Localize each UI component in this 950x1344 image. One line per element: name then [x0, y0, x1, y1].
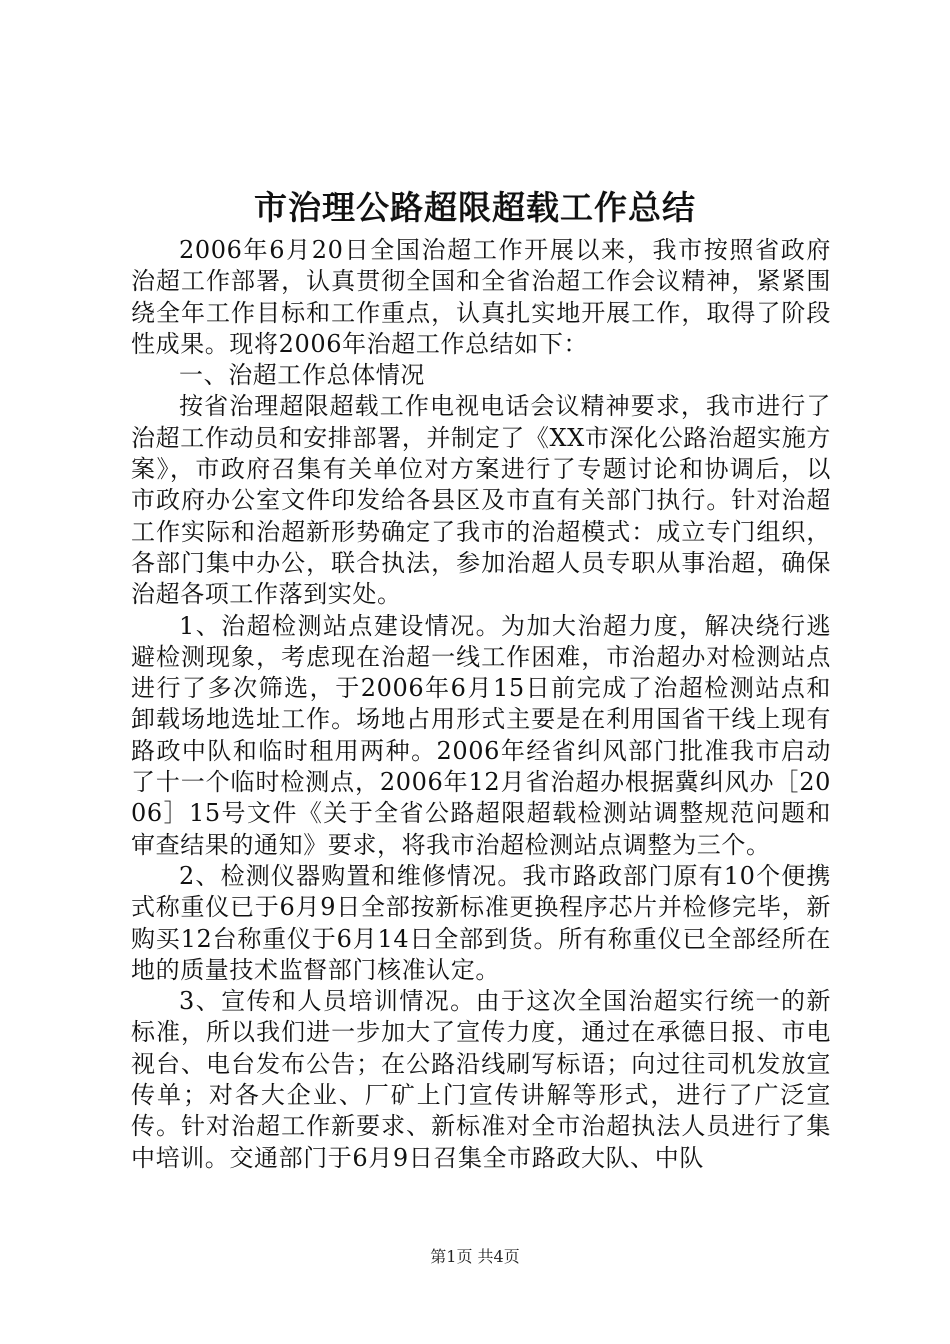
document-body [131, 235, 831, 1174]
intro-paragraph: 2006年6月20日全国治超工作开展以来，我市按照省政府治超工作部署，认真贯彻全国和全省治超工作会议精神，紧紧围绕全年工作目标和工作重点，认真扎实地开展工作，取得了阶段性成果。现将2006年治超工作总结如下： [131, 236, 831, 358]
stations-paragraph: 1、治超检测站点建设情况。为加大治超力度，解决绕行逃避检测现象，考虑现在治超一线工作困难，市治超办对检测站点进行了多次筛选，于2006年6月15日前完成了治超检测站点和卸载场地选址工作。场地占用形式主要是在利用国省干线上现有路政中队和临时租用两种。2006年经省纠风部门批准我市启动了十一个临时检测点，2006年12月省治超办根据冀纠风办［2006］15号文件《关于全省公路超限超载检测站调整规范问题和审查结果的通知》要求，将我市治超检测站点调整为三个。 [131, 611, 831, 859]
page-number: 第1页 共4页 [430, 1247, 520, 1266]
overview-paragraph: 按省治理超限超载工作电视电话会议精神要求，我市进行了治超工作动员和安排部署，并制定了《XX市深化公路治超实施方案》，市政府召集有关单位对方案进行了专题讨论和协调后，以市政府办公室文件印发给各县区及市直有关部门执行。针对治超工作实际和治超新形势确定了我市的治超模式：成立专门组织，各部门集中办公，联合执法，参加治超人员专职从事治超，确保治超各项工作落到实处。 [131, 392, 831, 609]
section-heading: 一、治超工作总体情况 [179, 361, 425, 390]
instruments-paragraph: 2、检测仪器购置和维修情况。我市路政部门原有10个便携式称重仪已于6月9日全部按新标准更换程序芯片并检修完毕，新购买12台称重仪于6月14日全部到货。所有称重仪已全部经所在地的质量技术监督部门核准认定。 [131, 861, 831, 984]
publicity-paragraph: 3、宣传和人员培训情况。由于这次全国治超实行统一的新标准，所以我们进一步加大了宣传力度，通过在承德日报、市电视台、电台发布公告；在公路沿线刷写标语；向过往司机发放宣传单；对各大企业、厂矿上门宣传讲解等形式，进行了广泛宣传。针对治超工作新要求、新标准对全市治超执法人员进行了集中培训。交通部门于6月9日召集全市路政大队、中队 [131, 987, 831, 1172]
document-title: 市治理公路超限超载工作总结 [254, 188, 696, 227]
